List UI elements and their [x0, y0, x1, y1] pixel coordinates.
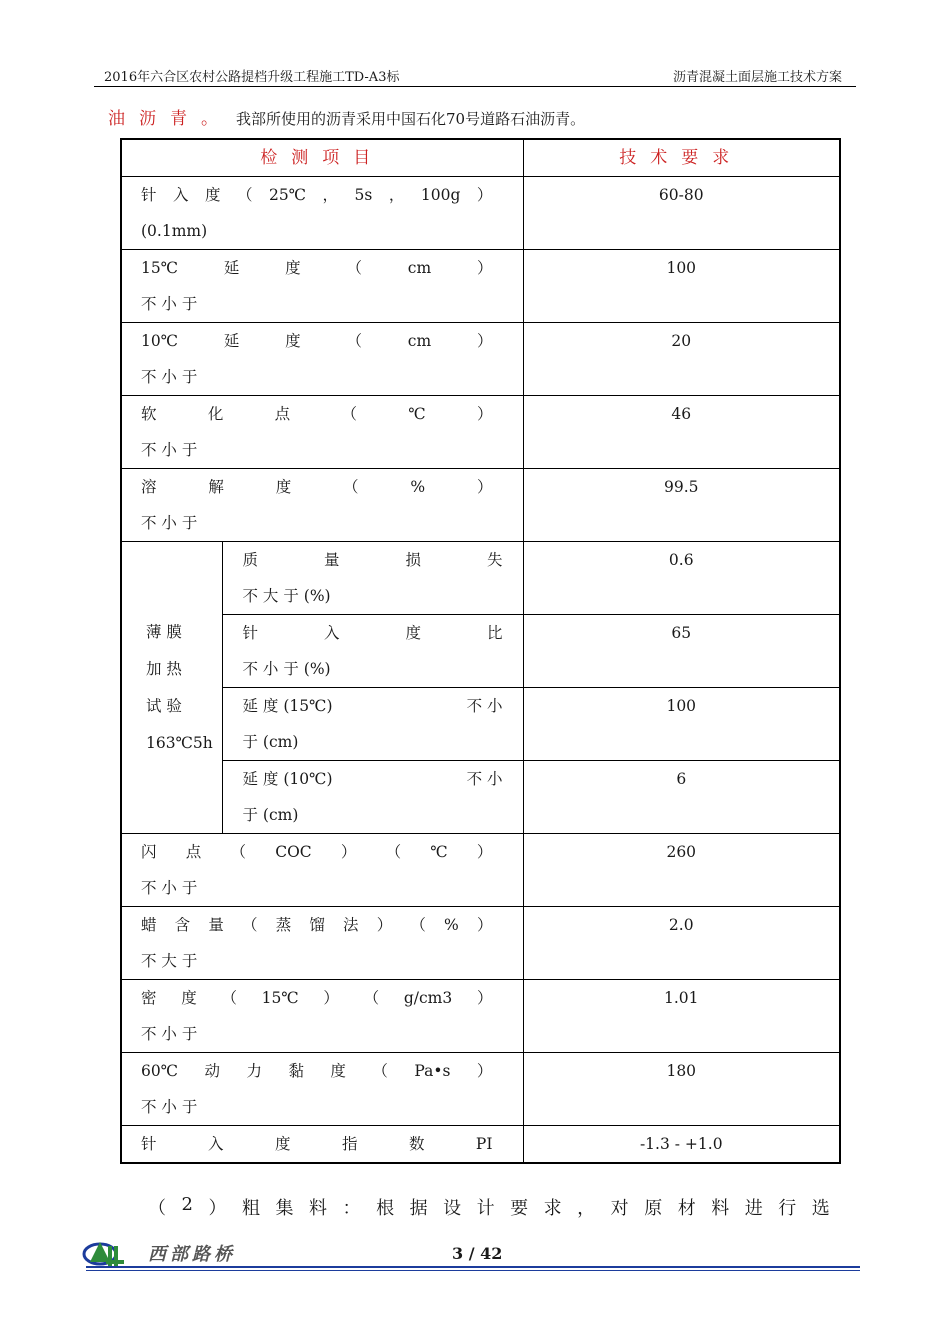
paragraph-char: 料	[711, 1198, 730, 1219]
item-token: 蜡	[141, 916, 157, 934]
item-token: ）	[476, 1062, 493, 1080]
sub-item-line	[243, 761, 503, 797]
test-item-line2: 不 大 于	[141, 952, 198, 970]
item-token: 数	[408, 1135, 425, 1153]
intro-line	[108, 104, 585, 129]
item-token: 动	[204, 1062, 221, 1080]
item-token: 不 小	[466, 697, 503, 715]
table-row	[121, 907, 840, 980]
test-item-line2: (0.1mm)	[141, 222, 208, 240]
item-token: ）	[476, 259, 493, 277]
item-token: 法	[343, 916, 359, 934]
item-token: 25℃	[269, 186, 307, 204]
item-token: 入	[173, 186, 189, 204]
test-item-cell	[121, 1126, 523, 1164]
paragraph-char: 2	[181, 1194, 193, 1215]
paragraph-char: （	[148, 1198, 166, 1219]
paragraph-char: 原	[644, 1198, 663, 1219]
item-token: g/cm3	[403, 989, 453, 1007]
footer-divider-thin	[86, 1270, 860, 1271]
sub-item-line2: 于 (cm)	[242, 733, 299, 751]
test-item-line	[141, 834, 493, 870]
item-token: 度	[205, 186, 221, 204]
paragraph-char: ）	[208, 1198, 227, 1219]
item-token: （	[385, 843, 402, 861]
item-token: 针	[141, 1135, 157, 1153]
item-token: ）	[476, 405, 493, 423]
requirement-value: 60-80	[523, 177, 840, 250]
requirement-value: 100	[523, 250, 840, 323]
item-token: （	[363, 989, 380, 1007]
item-token: 度	[285, 332, 301, 350]
requirement-value: 65	[523, 615, 840, 688]
test-item-cell	[121, 250, 523, 323]
sub-item-cell	[222, 761, 523, 834]
group-label-line: 试 验	[146, 696, 182, 715]
test-item-line2: 不 小 于	[141, 879, 198, 897]
requirement-value: 260	[523, 834, 840, 907]
requirement-value: 0.6	[523, 542, 840, 615]
paragraph-char: 进	[744, 1198, 763, 1219]
item-token: %	[444, 916, 459, 934]
item-token: 延	[223, 259, 240, 277]
sub-item-line2: 不 大 于 (%)	[242, 587, 331, 605]
item-token: （	[346, 332, 362, 350]
requirement-value: 2.0	[523, 907, 840, 980]
footer-divider	[86, 1266, 860, 1268]
table-row	[121, 688, 840, 761]
test-item-line	[141, 907, 493, 943]
requirement-value: -1.3 - +1.0	[523, 1126, 840, 1164]
sub-item-cell	[222, 542, 523, 615]
item-token: Pa•s	[414, 1062, 451, 1080]
item-token: 度	[405, 624, 421, 642]
sub-item-line2: 不 小 于 (%)	[242, 660, 331, 678]
item-token: PI	[475, 1135, 493, 1153]
requirement-value: 20	[523, 323, 840, 396]
table-row	[121, 396, 840, 469]
item-token: 延 度 (10℃)	[242, 770, 333, 788]
item-token: 软	[141, 405, 157, 423]
test-item-line2: 不 小 于	[141, 1025, 198, 1043]
item-token: 指	[341, 1135, 358, 1153]
paragraph-char: 集	[275, 1198, 294, 1219]
sub-item-line	[243, 615, 503, 651]
test-item-line	[141, 177, 493, 213]
item-token: 15℃	[141, 259, 179, 277]
item-token: （	[341, 405, 357, 423]
item-token: 度	[274, 1135, 291, 1153]
header-requirement: 技术要求	[523, 139, 840, 177]
table-row	[121, 250, 840, 323]
header-divider	[94, 86, 856, 87]
group-label-line: 163℃5h	[146, 733, 213, 752]
item-token: 力	[246, 1062, 262, 1080]
sub-item-line	[243, 688, 503, 724]
item-token: cm	[407, 332, 432, 350]
item-token: 入	[323, 624, 340, 642]
item-token: 比	[486, 624, 503, 642]
intro-heading: 油沥青。	[108, 109, 232, 129]
table-row	[121, 980, 840, 1053]
test-item-line	[141, 980, 493, 1016]
paragraph-char: 据	[409, 1198, 428, 1219]
sub-item-line	[243, 542, 503, 578]
requirement-value: 46	[523, 396, 840, 469]
header-test-item: 检测项目	[121, 139, 523, 177]
item-token: 密	[141, 989, 157, 1007]
item-token: ）	[476, 332, 493, 350]
test-item-line	[141, 323, 493, 359]
item-token: 60℃	[141, 1062, 179, 1080]
item-token: （	[372, 1062, 388, 1080]
paragraph-char: 求	[543, 1198, 562, 1219]
item-token: ）	[323, 989, 339, 1007]
table-header-row	[121, 139, 840, 177]
paragraph-coarse-aggregate	[148, 1194, 830, 1220]
item-token: %	[410, 478, 426, 496]
test-item-line	[141, 1053, 493, 1089]
item-token: 延 度 (15℃)	[242, 697, 333, 715]
item-token: 5s	[354, 186, 373, 204]
item-token: 蒸	[275, 916, 292, 934]
intro-text: 我部所使用的沥青采用中国石化70号道路石油沥青。	[236, 110, 586, 128]
item-token: （	[410, 916, 426, 934]
item-token: 针	[141, 186, 157, 204]
paragraph-char: ，	[577, 1198, 596, 1219]
test-item-line	[141, 469, 493, 505]
company-logo-icon	[82, 1236, 132, 1270]
test-item-cell	[121, 907, 523, 980]
item-token: 度	[275, 478, 292, 496]
item-token: 入	[207, 1135, 224, 1153]
table-row	[121, 177, 840, 250]
item-token: ℃	[408, 405, 426, 423]
item-token: 点	[274, 405, 291, 423]
paragraph-char: 设	[443, 1198, 462, 1219]
item-token: （	[230, 843, 246, 861]
table-row	[121, 761, 840, 834]
item-token: ）	[376, 916, 393, 934]
item-token: 解	[208, 478, 224, 496]
item-token: 100g	[420, 186, 461, 204]
page-number: 3 / 42	[452, 1244, 503, 1263]
header-left-title: 2016年六合区农村公路提档升级工程施工TD-A3标	[104, 70, 400, 85]
paragraph-char: 要	[510, 1198, 529, 1219]
header-right-title: 沥青混凝土面层施工技术方案	[672, 70, 842, 85]
table-row	[121, 1126, 840, 1164]
item-token: 化	[207, 405, 224, 423]
item-token: 度	[330, 1062, 346, 1080]
footer-brand: 西部路桥	[148, 1244, 236, 1265]
paragraph-char: 料	[309, 1198, 328, 1219]
paragraph-char: 粗	[242, 1198, 260, 1219]
group-label-line: 薄 膜	[146, 622, 182, 641]
item-token: ）	[476, 843, 493, 861]
paragraph-char: ：	[342, 1198, 361, 1219]
item-token: （	[242, 916, 258, 934]
thin-film-oven-test-label	[121, 542, 222, 834]
item-token: cm	[407, 259, 432, 277]
paragraph-char: 行	[778, 1198, 797, 1219]
item-token: 馏	[309, 916, 325, 934]
test-item-line	[141, 396, 493, 432]
item-token: 量	[323, 551, 340, 569]
test-item-cell	[121, 177, 523, 250]
item-token: ，	[322, 186, 339, 204]
requirement-value: 180	[523, 1053, 840, 1126]
item-token: 15℃	[261, 989, 299, 1007]
item-token: ）	[340, 843, 357, 861]
item-token: ）	[476, 478, 493, 496]
requirement-value: 100	[523, 688, 840, 761]
sub-item-cell	[222, 615, 523, 688]
item-token: ）	[476, 989, 493, 1007]
table-row	[121, 469, 840, 542]
item-token: （	[346, 259, 362, 277]
paragraph-char: 对	[610, 1198, 629, 1219]
item-token: （	[221, 989, 237, 1007]
item-token: 度	[181, 989, 197, 1007]
test-item-line2: 不 小 于	[141, 514, 198, 532]
test-item-cell	[121, 1053, 523, 1126]
test-item-cell	[121, 980, 523, 1053]
item-token: ℃	[430, 843, 448, 861]
test-item-line	[141, 250, 493, 286]
sub-item-cell	[222, 688, 523, 761]
paragraph-char: 选	[811, 1198, 830, 1219]
test-item-line2: 不 小 于	[141, 441, 198, 459]
requirement-value: 99.5	[523, 469, 840, 542]
table-row	[121, 834, 840, 907]
item-token: 不 小	[466, 770, 503, 788]
item-token: 针	[242, 624, 259, 642]
test-item-cell	[121, 323, 523, 396]
paragraph-char: 计	[476, 1198, 495, 1219]
item-token: （	[237, 186, 253, 204]
table-row	[121, 615, 840, 688]
test-item-line	[141, 1126, 493, 1162]
table-row	[121, 1053, 840, 1126]
paragraph-char: 材	[677, 1198, 696, 1219]
requirement-value: 6	[523, 761, 840, 834]
test-item-line2: 不 小 于	[141, 295, 198, 313]
item-token: 闪	[141, 843, 157, 861]
test-item-line2: 不 小 于	[141, 1098, 198, 1116]
item-token: 度	[285, 259, 301, 277]
test-item-cell	[121, 396, 523, 469]
group-label-line: 加 热	[146, 659, 182, 678]
test-item-cell	[121, 469, 523, 542]
sub-item-line2: 于 (cm)	[242, 806, 299, 824]
requirement-value: 1.01	[523, 980, 840, 1053]
table-row	[121, 323, 840, 396]
item-token: 含	[174, 916, 191, 934]
table-row	[121, 542, 840, 615]
item-token: ）	[476, 186, 493, 204]
item-token: 10℃	[141, 332, 179, 350]
item-token: ，	[388, 186, 405, 204]
item-token: 损	[405, 551, 421, 569]
test-item-cell	[121, 834, 523, 907]
asphalt-spec-table	[120, 138, 841, 1164]
item-token: 点	[185, 843, 202, 861]
item-token: 溶	[141, 478, 157, 496]
test-item-line2: 不 小 于	[141, 368, 198, 386]
item-token: ）	[476, 916, 493, 934]
item-token: 量	[208, 916, 224, 934]
item-token: COC	[275, 843, 312, 861]
item-token: 延	[223, 332, 240, 350]
item-token: 质	[242, 551, 259, 569]
item-token: 黏	[288, 1062, 304, 1080]
item-token: 失	[486, 551, 503, 569]
item-token: （	[343, 478, 359, 496]
paragraph-char: 根	[376, 1198, 395, 1219]
